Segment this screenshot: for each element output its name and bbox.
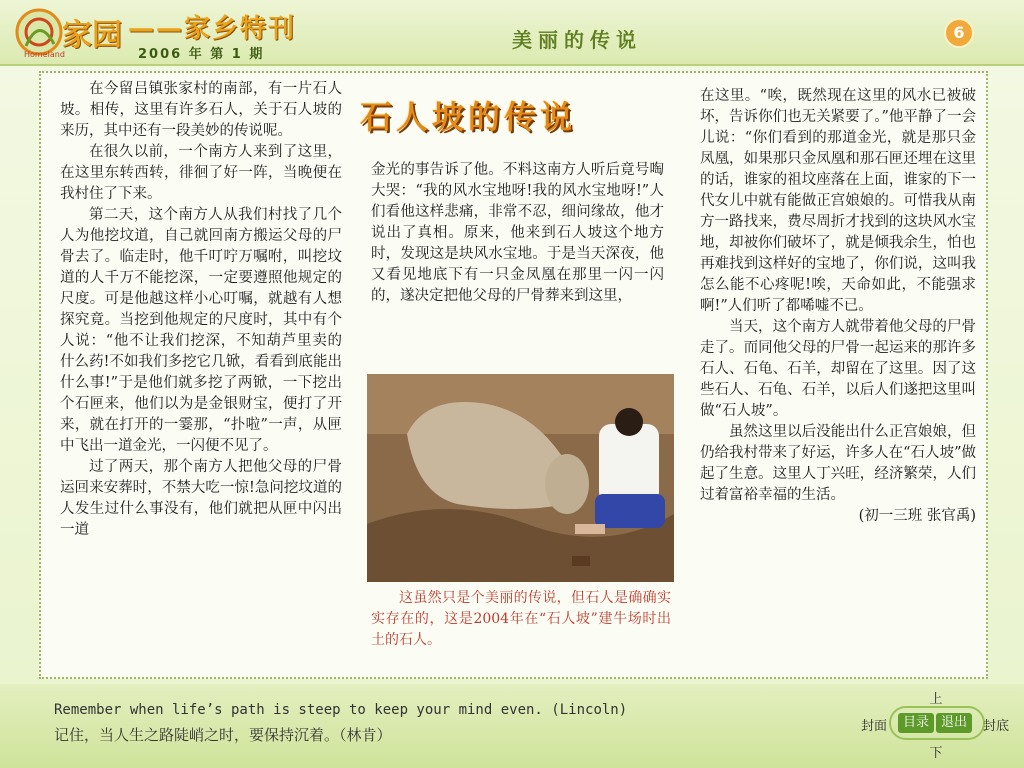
nav-cover-button[interactable]: 封面	[860, 719, 887, 734]
issue-number: 2006 年 第 1 期	[138, 47, 265, 62]
paragraph: 虽然这里以后没能出什么正宫娘娘，但仍给我村带来了好运，许多人在“石人坡”做起了生意。这里人丁兴旺，经济繁荣，人们过着富裕幸福的生活。	[700, 424, 976, 503]
quote-chinese: 记住，当人生之路陡峭之时，要保持沉着。（林肯）	[54, 726, 392, 744]
logo-subtext: Homeland	[24, 50, 65, 59]
paragraph: 第二天，这个南方人从我们村找了几个人为他挖坟道，自己就回南方搬运父母的尸骨去了。临走时，他千叮咛万嘱咐，叫挖坟道的人千万不能挖深，一定要遵照他规定的尺度。可是他越这样小心叮嘱，就越有人想探究竟。当挖到他规定的尺度时，其中有个人说：“他不让我们挖深，不知葫芦里卖的什么药!不如我们多挖它几锨，看看到底能出什么事!”于是他们就多挖了两锨，一下挖出个石匣来，他们以为是金银财宝，便打了开来，就在打开的一霎那，“扑啦”一声，从匣中飞出一道金光，一闪便不见了。	[60, 207, 342, 454]
nav-up-button[interactable]: 上	[929, 692, 943, 707]
magazine-name: ——家乡特刊	[128, 14, 297, 44]
paragraph: 过了两天，那个南方人把他父母的尸骨运回来安葬时，不禁大吃一惊!急问挖坟道的人发生过什么事没有，他们就把从匣中闪出一道	[60, 459, 342, 538]
article-title: 石人坡的传说	[360, 98, 577, 136]
paragraph: 在很久以前，一个南方人来到了这里，在这里东转西转，徘徊了好一阵，当晚便在我村住了下来。	[60, 144, 342, 202]
article-column-3	[700, 86, 976, 527]
paragraph: 金光的事告诉了他。不料这南方人听后竟号啕大哭：“我的风水宝地呀!我的风水宝地呀!”人们看他这样悲痛，非常不忍，细问缘故，他才说出了真相。原来，他来到石人坡这个地方时，发现这是块风水宝地。于是当天深夜，他又看见地底下有一只金凤凰在那里一闪一闪的，遂决定把他父母的尸骨葬来到这里，	[371, 162, 664, 304]
nav-down-button[interactable]: 下	[929, 746, 943, 761]
logo-text: 家园	[62, 18, 122, 53]
photo-caption: 这虽然只是个美丽的传说，但石人是确确实实存在的，这是2004年在“石人坡”建牛场时出土的石人。	[371, 590, 671, 648]
article-column-2	[371, 160, 664, 307]
header-bar	[0, 0, 1024, 66]
nav-toc-button[interactable]: 目录	[898, 713, 934, 733]
nav-back-cover-button[interactable]: 封底	[982, 719, 1009, 734]
excavated-stone-figure-photo	[367, 374, 674, 582]
page-number-badge: 6	[944, 18, 974, 48]
quote-english: Remember when life’s path is steep to keep your mind even. (Lincoln)	[54, 702, 628, 718]
article-column-1	[60, 79, 342, 541]
paragraph: 在今留吕镇张家村的南部，有一片石人坡。相传，这里有许多石人，关于石人坡的来历，其中还有一段美妙的传说呢。	[60, 81, 342, 139]
paragraph: 当天，这个南方人就带着他父母的尸骨走了。而同他父母的尸骨一起运来的那许多石人、石龟、石羊，却留在了这里。因了这些石人、石龟、石羊，以后人们遂把这里叫做“石人坡”。	[700, 319, 976, 419]
paragraph: 在这里。“唉，既然现在这里的风水已被破坏，告诉你们也无关紧要了。”他平静了一会儿说：“你们看到的那道金光，就是那只金凤凰，如果那只金凤凰和那石匣还埋在这里的话，谁家的祖坟座落在上面，谁家的下一代女儿中就有能做正宫娘娘的。可惜我从南方一路找来，费尽周折才找到的这块风水宝地，却被你们破坏了，就是倾我余生，怕也再难找到这样好的宝地了，你们说，这叫我怎么能不心疼呢!唉，天命如此，不能强求啊!”人们听了都唏嘘不已。	[700, 88, 976, 314]
nav-exit-button[interactable]: 退出	[936, 713, 972, 733]
section-title: 美丽的传说	[512, 28, 642, 52]
author-byline: (初一三班 张官禹)	[858, 508, 976, 524]
